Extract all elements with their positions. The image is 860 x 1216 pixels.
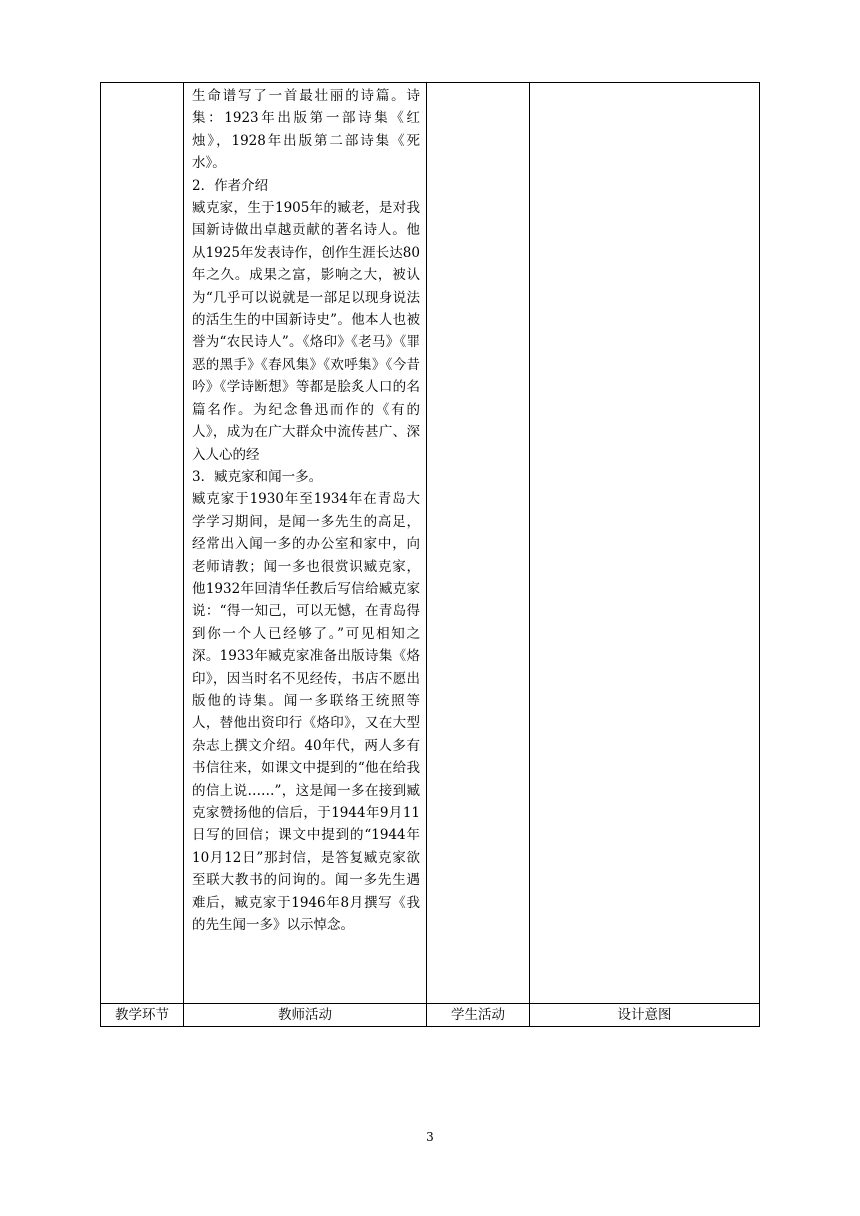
header-student-activity: 学生活动 [427, 1004, 530, 1027]
teaching-stage-cell [101, 83, 184, 1004]
teacher-activity-cell [184, 83, 427, 1004]
table-row [101, 83, 760, 1004]
paragraph-zang-and-wen: 臧克家于1930年至1934年在青岛大学学习期间，是闻一多先生的高足，经常出入闻一多的办公室和家中，向老师请教；闻一多也很赏识臧克家，他1932年回清华任教后写信给臧克家说：“得一知己，可以无憾，在青岛得到你一个人已经够了。”可见相知之深。1933年臧克家准备出版诗集《烙印》，因当时名不见经传，书店不愿出版他的诗集。闻一多联络王统照等人，替他出资印行《烙印》，又在大型杂志上撰文介绍。40年代，两人多有书信往来，如课文中提到的“他在给我的信上说……”，这是闻一多在接到臧克家赞扬他的信后，于1944年9月11日写的回信；课文中提到的“1944年10月12日”那封信，是答复臧克家欲至联大教书的问询的。闻一多先生遇难后，臧克家于1946年8月撰写《我的先生闻一多》以示悼念。 [192, 491, 420, 934]
student-activity-cell [427, 83, 530, 1004]
paragraph-poetry-collections: 生命谱写了一首最壮丽的诗篇。诗集：1923年出版第一部诗集《红烛》，1928年出版第二部诗集《死水》。 [192, 88, 420, 172]
teacher-activity-content [184, 83, 426, 936]
paragraph-author-intro: 臧克家，生于1905年的臧老，是对我国新诗做出卓越贡献的著名诗人。他从1925年发表诗作，创作生涯长达80年之久。成果之富，影响之大，被认为“几乎可以说就是一部足以现身说法的活生生的中国新诗史”。他本人也被誉为“农民诗人”。《烙印》《老马》《罪恶的黑手》《春风集》《欢呼集》《今昔吟》《学诗断想》等都是脍炙人口的名篇名作。为纪念鲁迅而作的《有的人》，成为在广大群众中流传甚广、深入人心的经 [192, 200, 420, 463]
header-teacher-activity: 教师活动 [184, 1004, 427, 1027]
lesson-plan-table [100, 82, 760, 1027]
page-number: 3 [426, 1130, 434, 1144]
header-teaching-stage: 教学环节 [101, 1004, 184, 1027]
header-design-intent: 设计意图 [530, 1004, 760, 1027]
heading-zang-and-wen: 3．臧克家和闻一多。 [192, 468, 323, 485]
heading-author-intro: 2．作者介绍 [192, 177, 269, 194]
table-header-row [101, 1004, 760, 1027]
design-intent-cell [530, 83, 760, 1004]
